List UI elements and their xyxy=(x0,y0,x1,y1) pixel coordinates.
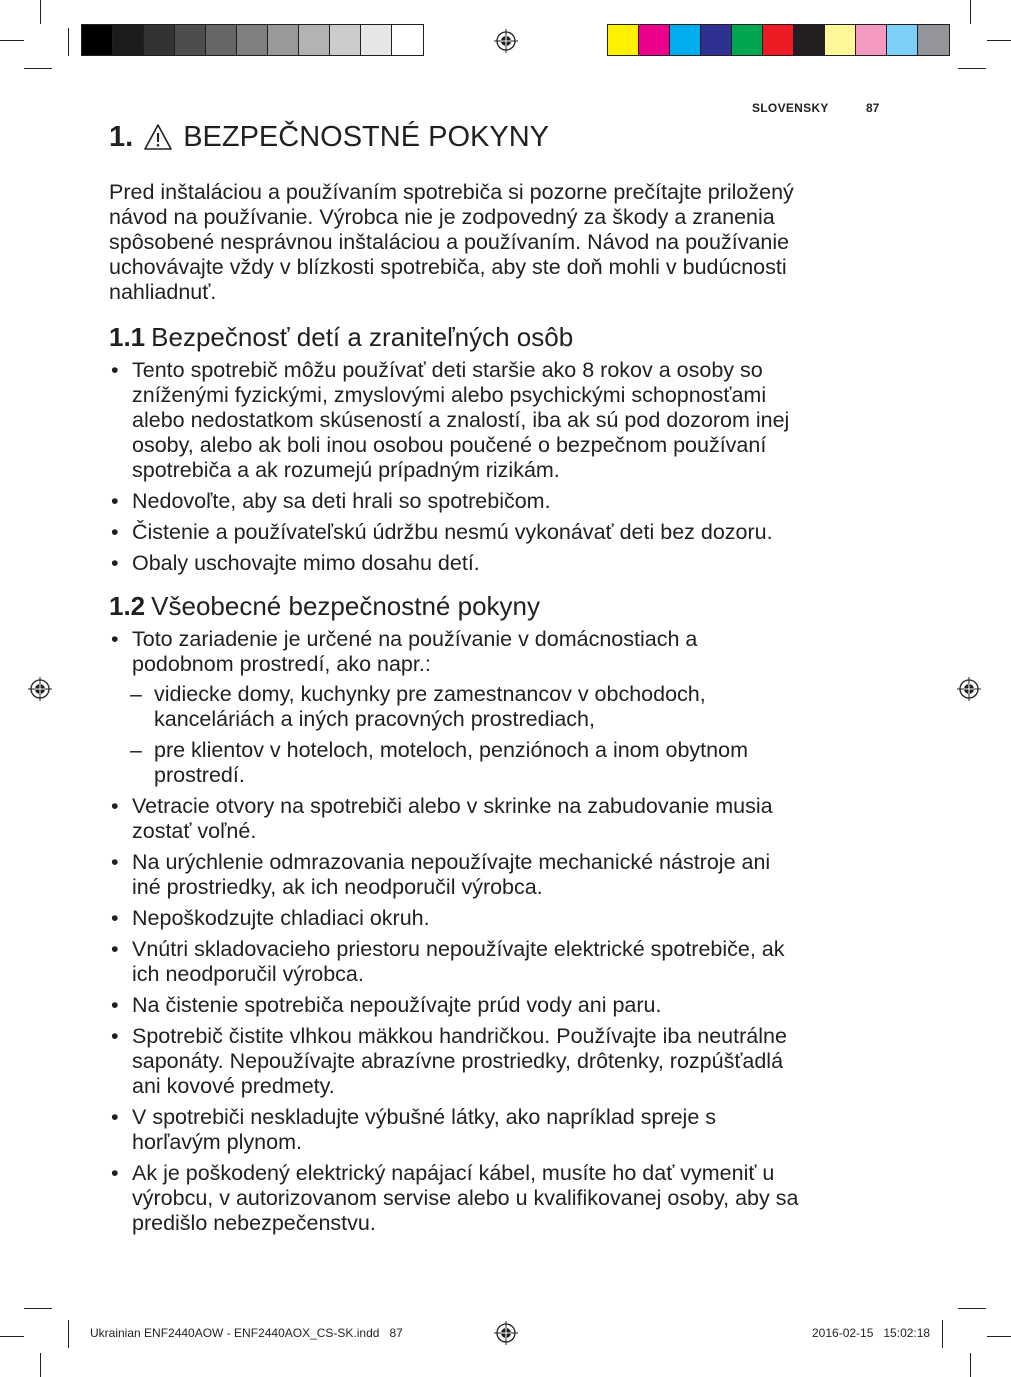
list-item: • Vnútri skladovacieho priestoru nepoužívajte elektrické spotrebiče, ak ich neodporučil výrobca. xyxy=(109,937,799,987)
subsection-2-title xyxy=(109,590,799,622)
color-swatch xyxy=(639,25,670,55)
subsection-1-list xyxy=(109,358,799,576)
crop-mark xyxy=(987,1336,1011,1337)
crop-mark xyxy=(958,1308,986,1309)
list-item: • Na čistenie spotrebiča nepoužívajte prúd vody ani paru. xyxy=(109,993,799,1018)
section-title xyxy=(109,118,799,156)
section-number: 1. xyxy=(109,121,134,153)
color-swatch xyxy=(670,25,701,55)
grayscale-swatch xyxy=(237,25,268,55)
color-swatch xyxy=(887,25,918,55)
crop-mark xyxy=(24,68,52,69)
color-swatch xyxy=(732,25,763,55)
subsection-1-title-text: Bezpečnosť detí a zraniteľných osôb xyxy=(151,322,574,352)
grayscale-swatch xyxy=(361,25,392,55)
crop-mark xyxy=(0,1336,24,1337)
subsection-2-list xyxy=(109,627,799,1236)
slug-timestamp: 2016-02-15 15:02:18 xyxy=(812,1326,931,1340)
subsection-1-number: 1.1 xyxy=(109,322,146,352)
main-content xyxy=(109,118,799,1242)
grayscale-swatch xyxy=(206,25,237,55)
list-item: • Vetracie otvory na spotrebiči alebo v skrinke na zabudovanie musia zostať voľné. xyxy=(109,794,799,844)
registration-mark-icon xyxy=(28,677,52,701)
sub-list-item: – pre klientov v hoteloch, moteloch, penziónoch a inom obytnom prostredí. xyxy=(130,738,799,788)
page-number: 87 xyxy=(866,101,880,115)
list-item: • Nepoškodzujte chladiaci okruh. xyxy=(109,906,799,931)
crop-mark xyxy=(970,0,971,24)
grayscale-swatch xyxy=(392,25,423,55)
header-language: SLOVENSKY xyxy=(752,101,829,115)
list-item: • Ak je poškodený elektrický napájací kábel, musíte ho dať vymeniť u výrobcu, v autorizovanom servise alebo u kvalifikovanej osoby, aby sa predišlo nebezpečenstvu. xyxy=(109,1161,799,1236)
color-swatch xyxy=(918,25,949,55)
subsection-2-title-text: Všeobecné bezpečnostné pokyny xyxy=(151,591,540,621)
subsection-2-number: 1.2 xyxy=(109,591,146,621)
crop-mark xyxy=(24,1308,52,1309)
grayscale-swatch xyxy=(330,25,361,55)
registration-mark-icon xyxy=(957,677,981,701)
subsection-1-title xyxy=(109,321,799,353)
crop-mark xyxy=(40,1353,41,1377)
list-item: • Čistenie a používateľskú údržbu nesmú vykonávať deti bez dozoru. xyxy=(109,520,799,545)
color-swatch xyxy=(608,25,639,55)
grayscale-swatch xyxy=(82,25,113,55)
list-item-text: Toto zariadenie je určené na používanie v domácnostiach a podobnom prostredí, ako napr.: xyxy=(132,627,698,676)
crop-mark xyxy=(987,40,1011,41)
color-swatch xyxy=(794,25,825,55)
list-item: • Obaly uschovajte mimo dosahu detí. xyxy=(109,551,799,576)
slug-filename: Ukrainian ENF2440AOW - ENF2440AOX_CS-SK.indd 87 xyxy=(90,1326,403,1340)
grayscale-swatch xyxy=(175,25,206,55)
color-swatch xyxy=(763,25,794,55)
color-swatch xyxy=(825,25,856,55)
list-item xyxy=(109,627,799,788)
sub-list xyxy=(130,682,799,788)
grayscale-swatch xyxy=(299,25,330,55)
crop-mark xyxy=(40,0,41,24)
crop-mark xyxy=(68,1320,69,1348)
section-title-text: BEZPEČNOSTNÉ POKYNY xyxy=(183,121,549,153)
grayscale-bar xyxy=(81,24,424,56)
color-bar xyxy=(607,24,950,56)
list-item: • Spotrebič čistite vlhkou mäkkou handričkou. Používajte iba neutrálne saponáty. Nepoužívajte abrazívne prostriedky, drôtenky, rozpúšťadlá ani kovové predmety. xyxy=(109,1024,799,1099)
crop-mark xyxy=(0,40,24,41)
crop-mark xyxy=(958,68,986,69)
warning-triangle-icon xyxy=(143,123,173,151)
crop-mark xyxy=(68,28,69,56)
sub-list-item: – vidiecke domy, kuchynky pre zamestnancov v obchodoch, kanceláriách a iných pracovných prostrediach, xyxy=(130,682,799,732)
grayscale-swatch xyxy=(268,25,299,55)
intro-paragraph: Pred inštaláciou a používaním spotrebiča si pozorne prečítajte priložený návod na používanie. Výrobca nie je zodpovedný za škody a zranenia spôsobené nesprávnou inštaláciou a používaním. Návod na používanie uchovávajte vždy v blízkosti spotrebiča, aby ste doň mohli v budúcnosti nahliadnuť. xyxy=(109,180,794,304)
grayscale-swatch xyxy=(144,25,175,55)
registration-mark-icon xyxy=(494,29,518,53)
registration-mark-icon xyxy=(494,1321,518,1345)
list-item: • Na urýchlenie odmrazovania nepoužívajte mechanické nástroje ani iné prostriedky, ak ich neodporučil výrobca. xyxy=(109,850,799,900)
color-swatch xyxy=(701,25,732,55)
crop-mark xyxy=(970,1353,971,1377)
list-item: • Nedovoľte, aby sa deti hrali so spotrebičom. xyxy=(109,489,799,514)
list-item: • V spotrebiči neskladujte výbušné látky, ako napríklad spreje s horľavým plynom. xyxy=(109,1105,799,1155)
grayscale-swatch xyxy=(113,25,144,55)
color-swatch xyxy=(856,25,887,55)
crop-mark xyxy=(942,1320,943,1348)
list-item: • Tento spotrebič môžu používať deti staršie ako 8 rokov a osoby so zníženými fyzickými, zmyslovými alebo psychickými schopnosťami alebo nedostatkom skúseností a znalostí, iba ak sú pod dozorom inej osoby, alebo ak boli inou osobou poučené o bezpečnom používaní spotrebiča a ak rozumejú prípadným rizikám. xyxy=(109,358,799,483)
